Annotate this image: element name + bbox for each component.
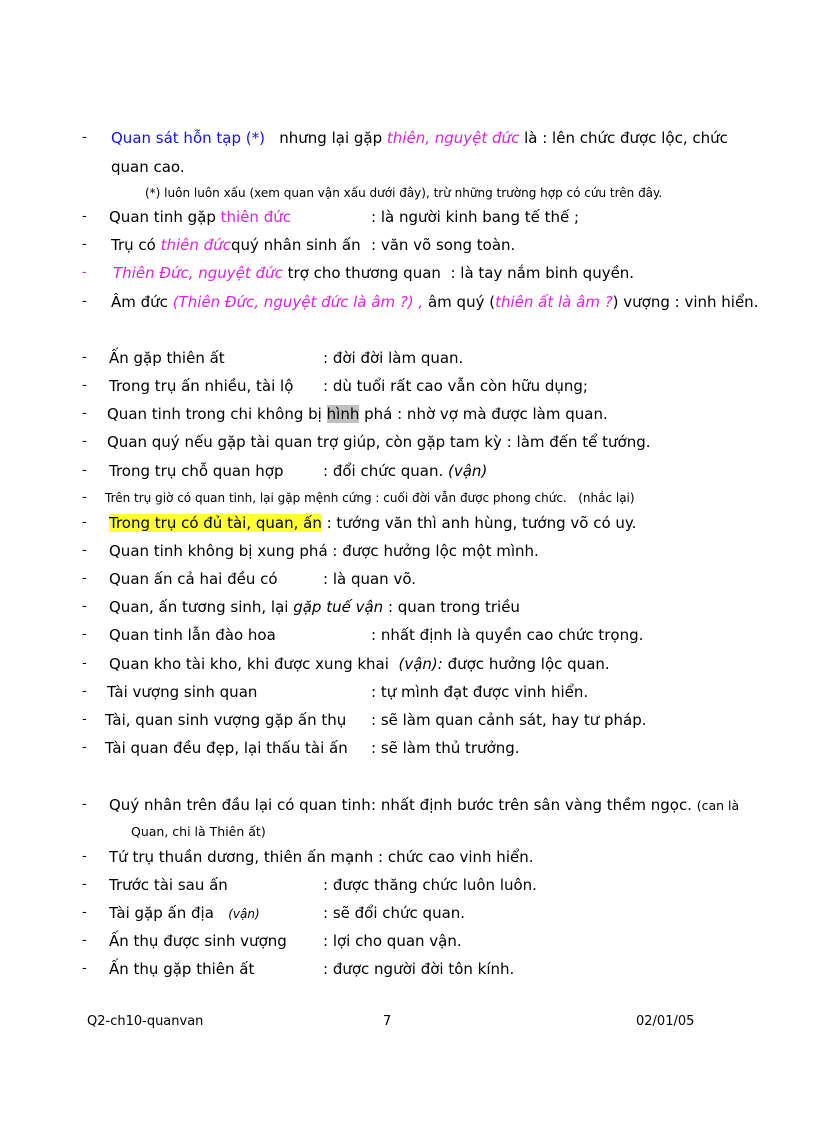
- text: là : lên chức được lộc, chức: [524, 129, 728, 147]
- line-5: [113, 263, 634, 283]
- line-8: Trong trụ ấn nhiều, tài lộ: [109, 377, 294, 395]
- text: quý nhân sinh ấn: [230, 236, 361, 254]
- line-1-cont: quan cao.: [111, 158, 185, 176]
- text: Tài gặp ấn địa: [109, 904, 214, 922]
- text: : tướng văn thì anh hùng, tướng võ có uy.: [326, 514, 637, 532]
- text: Quan tinh trong chi không bị: [107, 405, 322, 423]
- bullet-dash: -: [82, 434, 87, 449]
- text-italic: (vận):: [398, 655, 443, 673]
- bullet-dash: -: [82, 961, 87, 976]
- text: (nhắc lại): [578, 491, 635, 505]
- bullet-dash: -: [82, 406, 87, 421]
- text: : đổi chức quan.: [323, 462, 444, 480]
- line-21: Tài quan đều đẹp, lại thấu tài ấn: [105, 739, 348, 757]
- text: âm quý (: [427, 293, 496, 311]
- line-26-value: : lợi cho quan vận.: [323, 932, 462, 950]
- bullet-dash: -: [82, 463, 87, 478]
- bullet-dash: -: [82, 684, 87, 699]
- line-27-value: : được người đời tôn kính.: [323, 960, 515, 978]
- line-19-value: : tự mình đạt được vinh hiển.: [371, 683, 589, 701]
- bullet-dash: -: [82, 237, 87, 252]
- line-14: Quan tinh không bị xung phá : được hưởng lộc một mình.: [109, 542, 539, 560]
- line-18: [109, 654, 610, 674]
- line-20-value: : sẽ làm quan cảnh sát, hay tư pháp.: [371, 711, 647, 729]
- text-pink: (Thiên Đức, nguyệt đức là âm ?) ,: [172, 293, 424, 311]
- line-22: Quý nhân trên đầu lại có quan tinh: [109, 796, 371, 814]
- text: (can là: [696, 798, 740, 813]
- text: phá : nhờ vợ mà được làm quan.: [364, 405, 608, 423]
- text-quan-sat: Quan sát hỗn tạp (*): [111, 129, 265, 147]
- line-27: Ấn thụ gặp thiên ất: [109, 960, 255, 978]
- text: Quan kho tài kho, khi được xung khai: [109, 655, 389, 673]
- line-12: [105, 488, 635, 508]
- text-italic: (vận): [228, 907, 260, 921]
- line-4-value: : văn võ song toàn.: [371, 236, 516, 254]
- line-22-cont: Quan, chi là Thiên ất): [131, 824, 266, 839]
- text: nhưng lại gặp: [279, 129, 383, 147]
- text-highlight: hình: [326, 405, 360, 423]
- text-highlight: Trong trụ có đủ tài, quan, ấn: [109, 514, 322, 532]
- bullet-dash: -: [82, 265, 87, 280]
- line-20: Tài, quan sinh vượng gặp ấn thụ: [105, 711, 347, 729]
- text-italic: (vận): [448, 462, 488, 480]
- text: được hưởng lộc quan.: [447, 655, 610, 673]
- line-24: Trước tài sau ấn: [109, 876, 228, 894]
- line-9: [107, 404, 608, 424]
- bullet-dash: -: [82, 515, 87, 530]
- line-19: Tài vượng sinh quan: [107, 683, 258, 701]
- text-pink: Thiên Đức, nguyệt đức: [113, 264, 283, 282]
- bullet-dash: -: [82, 740, 87, 755]
- text-pink: thiên ất là âm ?: [495, 293, 613, 311]
- bullet-dash: -: [82, 599, 87, 614]
- line-7-value: : đời đời làm quan.: [323, 349, 464, 367]
- line-17-value: : nhất định là quyền cao chức trọng.: [371, 626, 644, 644]
- line-11: Trong trụ chỗ quan hợp: [109, 462, 284, 480]
- line-17: Quan tinh lẫn đào hoa: [109, 626, 276, 644]
- bullet-dash: -: [82, 877, 87, 892]
- footer-filename: Q2-ch10-quanvan: [87, 1014, 204, 1029]
- text: : quan trong triều: [387, 598, 520, 616]
- line-8-value: : dù tuổi rất cao vẫn còn hữu dụng;: [323, 377, 588, 395]
- line-11-value: [323, 461, 487, 481]
- line-25-value: : sẽ đổi chức quan.: [323, 904, 466, 922]
- bullet-dash: -: [82, 656, 87, 671]
- text: : là tay nắm binh quyền.: [450, 264, 635, 282]
- bullet-dash: -: [82, 797, 87, 812]
- line-13: [109, 513, 636, 533]
- text: Quan tinh gặp: [109, 208, 216, 226]
- line-7: Ấn gặp thiên ất: [109, 349, 225, 367]
- bullet-dash: -: [82, 130, 87, 145]
- line-3: [109, 207, 291, 227]
- line-24-value: : được thăng chức luôn luôn.: [323, 876, 537, 894]
- text: Quan, ấn tương sinh, lại: [109, 598, 289, 616]
- line-22-value: [371, 795, 739, 816]
- bullet-dash: -: [82, 209, 87, 224]
- line-4: [111, 235, 361, 255]
- line-23: Tứ trụ thuần dương, thiên ấn mạnh : chức cao vinh hiển.: [109, 848, 534, 866]
- footnote: (*) luôn luôn xấu (xem quan vận xấu dưới đây), trừ những trường hợp có cứu trên đây.: [145, 186, 663, 200]
- text: Trụ có: [111, 236, 156, 254]
- bullet-dash: -: [82, 490, 87, 505]
- line-15-value: : là quan võ.: [323, 570, 417, 588]
- text: trợ cho thương quan: [287, 264, 441, 282]
- bullet-dash: -: [82, 905, 87, 920]
- text-pink: thiên đức: [220, 208, 291, 226]
- line-6: [111, 292, 758, 312]
- line-15: Quan ấn cả hai đều có: [109, 570, 278, 588]
- bullet-dash: -: [82, 571, 87, 586]
- text: ) vượng : vinh hiển.: [612, 293, 759, 311]
- bullet-dash: -: [82, 543, 87, 558]
- bullet-dash: -: [82, 378, 87, 393]
- footer-date: 02/01/05: [636, 1014, 695, 1029]
- bullet-dash: -: [82, 849, 87, 864]
- bullet-dash: -: [82, 294, 87, 309]
- text-pink: thiên, nguyệt đức: [386, 129, 520, 147]
- footer-page-number: 7: [383, 1014, 392, 1029]
- bullet-dash: -: [82, 933, 87, 948]
- line-10: Quan quý nếu gặp tài quan trợ giúp, còn gặp tam kỳ : làm đến tể tướng.: [107, 433, 651, 451]
- text: Trên trụ giờ có quan tinh, lại gặp mệnh cứng : cuối đời vẫn được phong chức.: [105, 491, 567, 505]
- bullet-dash: -: [82, 627, 87, 642]
- text: : nhất định bước trên sân vàng thềm ngọc.: [371, 796, 692, 814]
- text: Âm đức: [111, 293, 168, 311]
- bullet-dash: -: [82, 712, 87, 727]
- line-16: [109, 597, 520, 617]
- line-3-value: : là người kinh bang tế thế ;: [371, 208, 580, 226]
- line-1: [111, 128, 728, 148]
- bullet-dash: -: [82, 350, 87, 365]
- line-21-value: : sẽ làm thủ trưởng.: [371, 739, 520, 757]
- line-25: [109, 903, 260, 924]
- text-italic: gặp tuế vận: [293, 598, 384, 616]
- line-26: Ấn thụ được sinh vượng: [109, 932, 287, 950]
- text-pink: thiên đức: [160, 236, 231, 254]
